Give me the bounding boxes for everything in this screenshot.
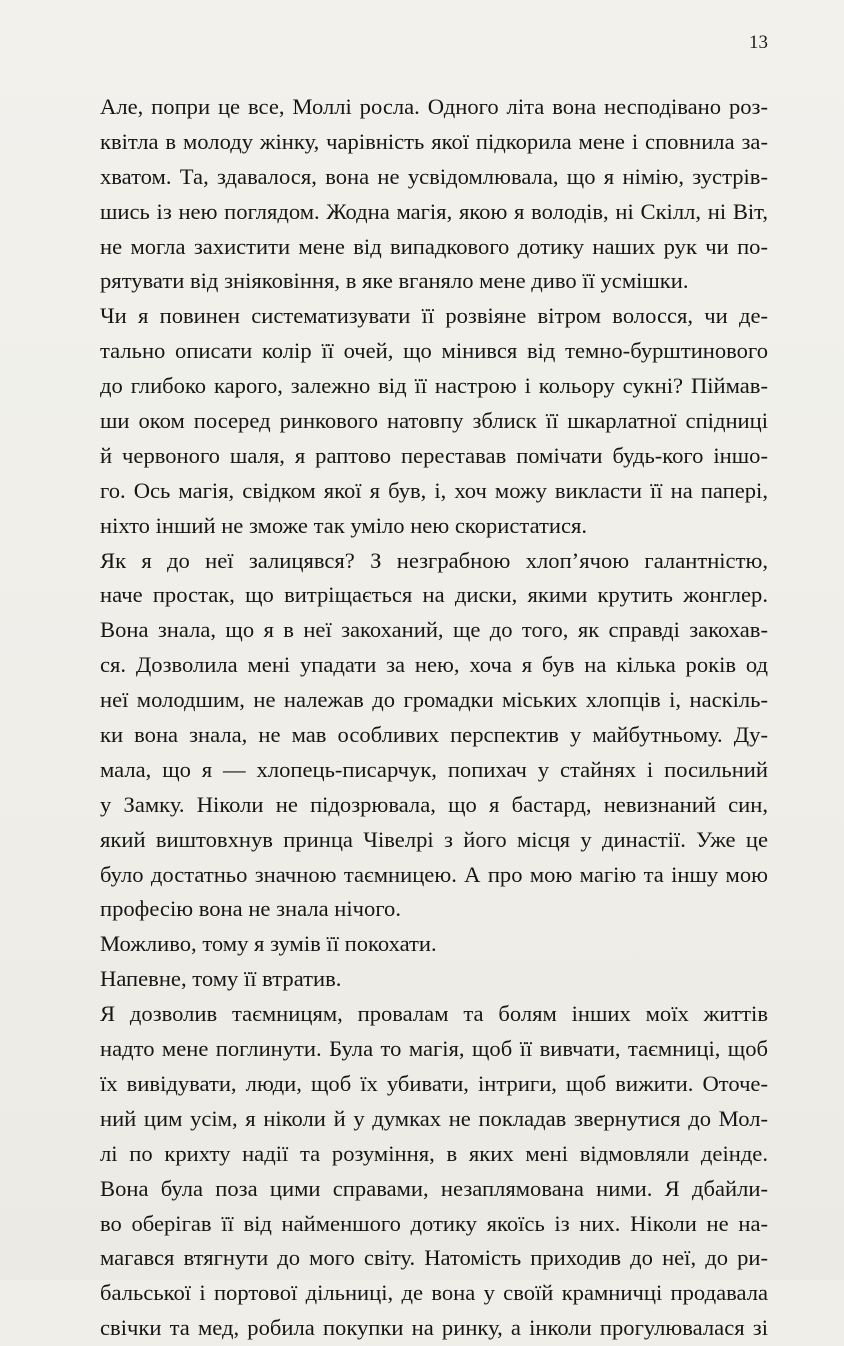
- text-line: во оберігав її від найменшого дотику якоїсь із них. Ніколи не на-: [100, 1210, 768, 1236]
- text-line: ся. Дозволила мені упадати за нею, хоча я був на кілька років од: [100, 652, 768, 678]
- text-line: не могла захистити мене від випадкового дотику наших рук чи по-: [100, 233, 768, 259]
- text-line: Я дозволив таємницям, провалам та болям інших моїх життів: [100, 1001, 768, 1027]
- text-line: хватом. Та, здавалося, вона не усвідомлювала, що я німію, зустрів-: [100, 163, 768, 189]
- text-line: магався втягнути до мого світу. Натомість приходив до неї, до ри-: [100, 1245, 768, 1271]
- text-line: ки вона знала, не мав особливих перспектив у майбутньому. Ду-: [100, 722, 768, 748]
- text-line: їх вивідувати, люди, щоб їх убивати, інтриги, щоб вижити. Оточе-: [100, 1070, 768, 1096]
- body-text: [100, 90, 768, 1346]
- text-line: мала, що я — хлопець-писарчук, попихач у стайнях і посильний: [100, 756, 768, 782]
- text-line: який виштовхнув принца Чівелрі з його місця у династії. Уже це: [100, 826, 768, 852]
- text-line: лі по крихту надії та розуміння, в яких мені відмовляли деінде.: [100, 1140, 768, 1166]
- text-line: тально описати колір її очей, що мінився від темно-бурштинового: [100, 338, 768, 364]
- text-line: ши оком посеред ринкового натовпу зблиск її шкарлатної спідниці: [100, 408, 768, 434]
- text-line: до глибоко карого, залежно від її настрою і кольору сукні? Піймав-: [100, 373, 768, 399]
- page-number: 13: [749, 32, 768, 53]
- text-line: Вона знала, що я в неї закоханий, ще до того, як справді закохав-: [100, 617, 768, 643]
- text-line: бальської і портової дільниці, де вона у своїй крамничці продавала: [100, 1280, 768, 1306]
- text-line: наче простак, що витріщається на диски, якими крутить жонглер.: [100, 582, 768, 608]
- text-line: Напевне, тому її втратив.: [100, 966, 342, 992]
- text-line: шись із нею поглядом. Жодна магія, якою я володів, ні Скілл, ні Віт,: [100, 198, 768, 224]
- text-line: Але, попри це все, Моллі росла. Одного літа вона несподівано роз-: [100, 94, 768, 119]
- text-line: Вона була поза цими справами, незаплямована ними. Я дбайли-: [100, 1175, 768, 1201]
- text-line: Як я до неї залицявся? З незграбною хлоп’ячою галантністю,: [100, 547, 768, 573]
- text-line: надто мене поглинути. Була то магія, щоб її вивчати, таємниці, щоб: [100, 1036, 768, 1062]
- text-line: квітла в молоду жінку, чарівність якої підкорила мене і сповнила за-: [100, 128, 768, 154]
- text-line: професію вона не знала нічого.: [100, 896, 401, 922]
- text-line: свічки та мед, робила покупки на ринку, а інколи прогулювалася зі: [100, 1315, 768, 1341]
- text-line: неї молодшим, не належав до громадки міських хлопців і, наскіль-: [100, 687, 768, 713]
- text-line: й червоного шаля, я раптово переставав помічати будь-кого іншо-: [100, 442, 768, 468]
- text-line: ний цим усім, я ніколи й у думках не покладав звернутися до Мол-: [100, 1105, 768, 1131]
- text-line: Чи я повинен систематизувати її розвіяне вітром волосся, чи де-: [100, 303, 768, 329]
- text-line: було достатньо значною таємницею. А про мою магію та іншу мою: [100, 861, 768, 887]
- text-line: ніхто інший не зможе так уміло нею скористатися.: [100, 512, 588, 538]
- text-line: у Замку. Ніколи не підозрювала, що я бастард, невизнаний син,: [100, 791, 768, 817]
- text-line: рятувати від зніяковіння, в яке вганяло мене диво її усмішки.: [100, 268, 689, 294]
- text-line: го. Ось магія, свідком якої я був, і, хоч можу викласти її на папері,: [100, 477, 768, 503]
- text-line: Можливо, тому я зумів її покохати.: [100, 931, 437, 957]
